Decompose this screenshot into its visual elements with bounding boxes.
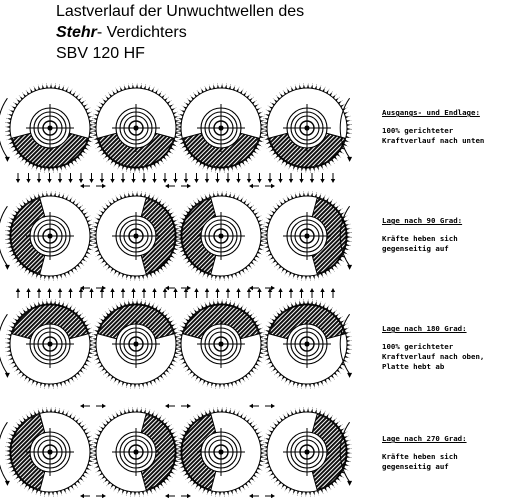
state-row-3 [0,407,352,497]
force-arrow-down [226,173,230,183]
state-2-description: 100% gerichteter Kraftverlauf nach oben, Platte hebt ab [382,342,485,371]
force-arrow-up [205,288,209,298]
gear-3-0 [5,407,95,497]
force-arrow-down [163,173,167,183]
force-arrow-up [16,288,20,298]
force-arrow-down [310,173,314,183]
brand-name: Stehr [56,24,97,41]
gear-2-1 [91,299,181,389]
gear-3-1 [91,407,181,497]
rotation-arrow-left [0,98,10,162]
force-arrow-up [236,288,240,298]
state-3-description: Kräfte heben sich gegenseitig auf [382,452,458,471]
force-arrow-up [68,288,72,298]
force-arrow-left [249,184,259,188]
force-arrow-down [26,173,30,183]
force-arrow-up [320,288,324,298]
state-row-2 [0,299,352,389]
force-arrow-down [16,173,20,183]
force-arrow-right [96,184,106,188]
gear-1-1 [91,191,181,281]
force-arrow-down [58,173,62,183]
force-arrow-up [121,288,125,298]
force-arrow-up [278,288,282,298]
force-arrow-down [89,173,93,183]
force-arrow-up [58,288,62,298]
force-arrow-up [142,288,146,298]
force-arrow-right [265,404,275,408]
state-1-caption [382,216,510,254]
force-arrow-left [249,404,259,408]
force-arrow-up [163,288,167,298]
force-arrow-right [96,494,106,498]
force-arrow-down [278,173,282,183]
state-3-caption [382,434,510,472]
gear-2-2 [176,299,266,389]
state-0-caption [382,108,510,146]
rotation-arrow-left [0,422,10,486]
force-arrow-down [68,173,72,183]
force-arrow-down [299,173,303,183]
gear-1-2 [176,191,266,281]
state-row-0 [0,83,352,173]
gear-0-1 [91,83,181,173]
force-arrow-down [247,173,251,183]
rotation-arrow-left [0,206,10,270]
state-0-heading: Ausgangs- und Endlage: [382,108,480,117]
force-arrow-up [310,288,314,298]
force-arrow-up [257,288,261,298]
force-arrow-down [289,173,293,183]
force-arrow-down [142,173,146,183]
force-arrow-right [181,184,191,188]
force-arrow-up [131,288,135,298]
gear-2-0 [5,299,95,389]
force-arrow-down [205,173,209,183]
title-line-3: SBV 120 HF [56,45,145,62]
gear-1-0 [5,191,95,281]
force-arrow-down [215,173,219,183]
state-0-description: 100% gerichteter Kraftverlauf nach unten [382,126,485,145]
force-arrow-left [249,286,259,290]
title-line-2-rest: - Verdichters [96,24,187,41]
state-1-description: Kräfte heben sich gegenseitig auf [382,234,458,253]
force-arrow-down [131,173,135,183]
force-arrow-up [226,288,230,298]
force-arrow-up [37,288,41,298]
rotation-arrow-left [0,314,10,378]
force-arrow-up [173,288,177,298]
force-arrow-down [184,173,188,183]
force-arrow-right [96,286,106,290]
gear-3-3 [262,407,352,497]
force-arrow-down [268,173,272,183]
gear-3-2 [176,407,266,497]
state-1-heading: Lage nach 90 Grad: [382,216,463,225]
gear-2-3 [262,299,352,389]
force-arrow-left [80,404,90,408]
force-arrow-up [47,288,51,298]
force-arrow-up [289,288,293,298]
force-arrow-up [100,288,104,298]
gear-0-0 [5,83,95,173]
gear-0-3 [262,83,352,173]
force-arrow-right [181,494,191,498]
force-arrow-up [215,288,219,298]
force-arrow-down [320,173,324,183]
force-arrow-up [26,288,30,298]
force-arrow-down [110,173,114,183]
force-arrow-up [331,288,335,298]
force-arrow-left [165,494,175,498]
force-arrow-up [110,288,114,298]
state-row-1 [0,191,352,281]
force-arrow-down [257,173,261,183]
force-arrow-up [89,288,93,298]
force-arrow-left [249,494,259,498]
force-arrow-right [181,404,191,408]
state-2-caption [382,324,510,372]
force-arrow-down [100,173,104,183]
title-line-1: Lastverlauf der Unwuchtwellen des [56,3,305,20]
force-arrow-up [247,288,251,298]
force-arrow-right [265,494,275,498]
force-arrow-down [194,173,198,183]
force-arrow-left [80,494,90,498]
force-arrow-down [173,173,177,183]
force-arrow-up [79,288,83,298]
force-arrow-up [299,288,303,298]
force-arrow-up [194,288,198,298]
force-arrow-left [165,184,175,188]
force-arrow-right [265,184,275,188]
force-arrow-right [96,404,106,408]
force-arrow-left [165,404,175,408]
force-arrow-down [47,173,51,183]
gear-1-3 [262,191,352,281]
force-arrow-up [152,288,156,298]
state-3-heading: Lage nach 270 Grad: [382,434,467,443]
force-arrow-down [236,173,240,183]
force-arrow-left [165,286,175,290]
gear-0-2 [176,83,266,173]
force-arrow-down [37,173,41,183]
force-arrow-left [80,184,90,188]
force-arrow-down [152,173,156,183]
force-arrow-down [121,173,125,183]
force-arrow-down [79,173,83,183]
force-arrow-down [331,173,335,183]
state-2-heading: Lage nach 180 Grad: [382,324,467,333]
